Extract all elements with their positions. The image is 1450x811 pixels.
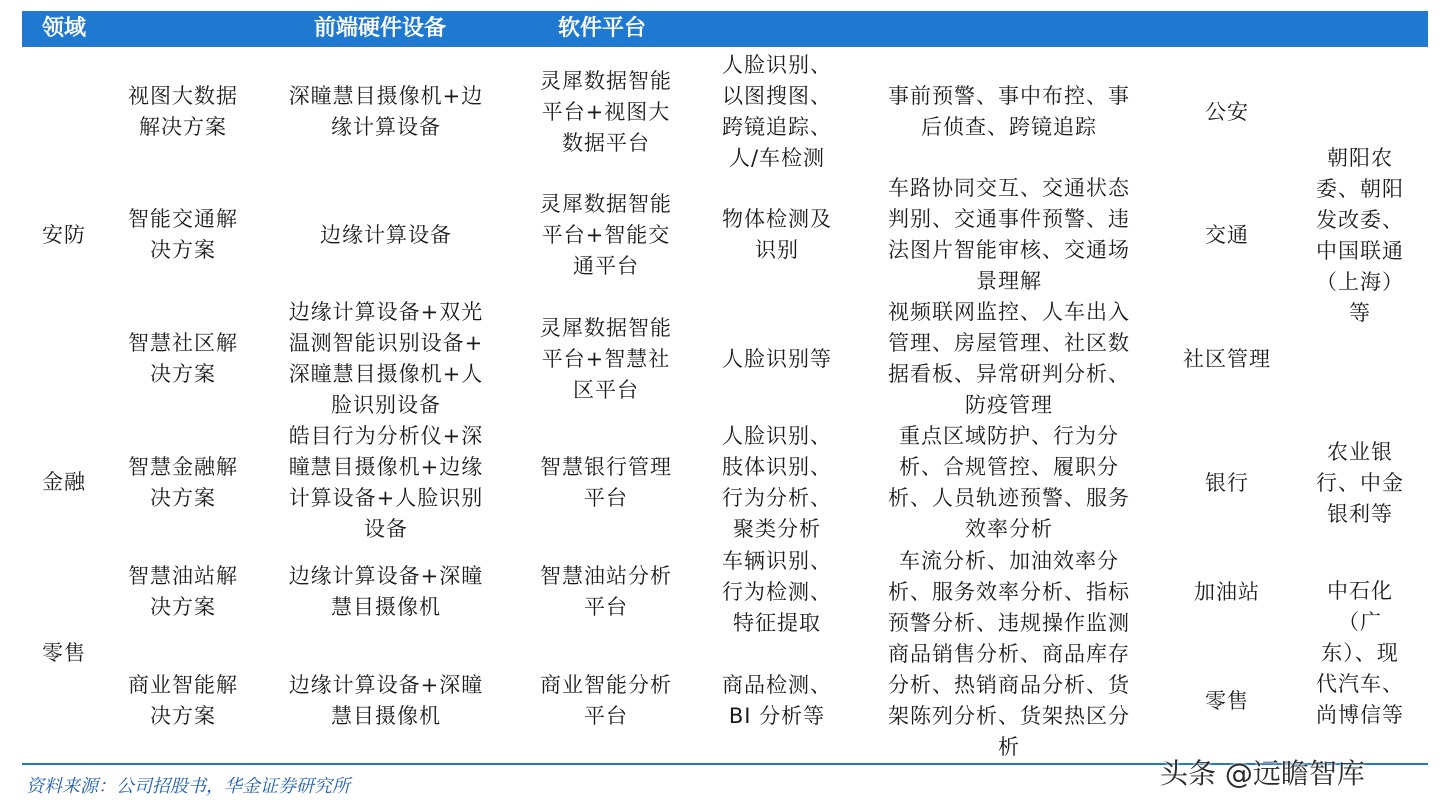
software-cell: 商业智能分析 平台 [540,673,672,728]
hardware-cell: 边缘计算设备+深瞳 慧目摄像机 [288,564,484,619]
function-cell: 人脸识别、 以图搜图、 跨镜追踪、 人/车检测 [722,53,832,170]
industry-cell: 加油站 [1194,579,1260,604]
watermark: 头条 @远瞻智库 [1160,757,1365,790]
function-cell: 人脸识别等 [722,346,832,371]
software-cell: 灵犀数据智能 平台+智能交 通平台 [540,191,672,278]
domain-finance: 金融 [42,469,86,494]
software-cell: 智慧油站分析 平台 [540,564,672,619]
table-header [22,11,1428,47]
source-note: 资料来源：公司招股书，华金证券研究所 [26,776,350,797]
industry-cell: 零售 [1205,688,1249,713]
solution-cell: 智能交通解 决方案 [128,207,238,262]
hardware-cell: 皓目行为分析仪+深 瞳慧目摄像机+边缘 计算设备+人脸识别 设备 [288,424,484,541]
solution-cell: 商业智能解 决方案 [128,673,238,728]
scenario-cell: 重点区域防护、行为分 析、合规管控、履职分 析、人员轨迹预警、服务 效率分析 [888,424,1130,541]
function-cell: 物体检测及 识别 [722,207,832,262]
solution-cell: 智慧社区解 决方案 [128,331,238,386]
industry-cell: 交通 [1205,222,1249,247]
hardware-cell: 边缘计算设备+深瞳 慧目摄像机 [288,673,484,728]
software-cell: 灵犀数据智能 平台+智慧社 区平台 [540,315,672,402]
solution-cell: 视图大数据 解决方案 [128,84,238,139]
software-cell: 智慧银行管理 平台 [540,455,672,510]
clients-cell: 朝阳农 委、朝阳 发改委、 中国联通 （上海） 等 [1316,146,1404,325]
industry-cell: 社区管理 [1183,346,1271,371]
header-software: 软件平台 [558,16,647,41]
scenario-cell: 事前预警、事中布控、事 后侦查、跨镜追踪 [888,84,1130,139]
hardware-cell: 深瞳慧目摄像机+边 缘计算设备 [288,84,484,139]
function-cell: 车辆识别、 行为检测、 特征提取 [722,548,832,635]
solution-cell: 智慧油站解 决方案 [128,564,238,619]
industry-cell: 银行 [1205,470,1249,495]
industry-cell: 公安 [1205,99,1249,124]
function-cell: 商品检测、 BI 分析等 [722,673,832,728]
hardware-cell: 边缘计算设备+双光 温测智能识别设备+ 深瞳慧目摄像机+人 脸识别设备 [288,300,484,417]
header-hardware: 前端硬件设备 [314,16,447,41]
scenario-cell: 视频联网监控、人车出入 管理、房屋管理、社区数 据看板、异常研判分析、 防疫管理 [888,300,1130,417]
hardware-cell: 边缘计算设备 [320,222,452,247]
header-domain: 领域 [42,16,87,41]
clients-cell: 中石化 （广 东）、现 代汽车、 尚博信等 [1316,578,1404,727]
domain-security: 安防 [42,222,86,247]
domain-retail: 零售 [42,640,86,665]
scenario-cell: 车流分析、加油效率分 析、服务效率分析、指标 预警分析、违规操作监测 [888,548,1130,635]
scenario-cell: 车路协同交互、交通状态 判别、交通事件预警、违 法图片智能审核、交通场 景理解 [888,176,1130,293]
function-cell: 人脸识别、 肢体识别、 行为分析、 聚类分析 [722,424,832,541]
software-cell: 灵犀数据智能 平台+视图大 数据平台 [540,68,672,155]
clients-cell: 农业银 行、中金 银利等 [1316,439,1404,526]
solution-cell: 智慧金融解 决方案 [128,455,238,510]
scenario-cell: 商品销售分析、商品库存 分析、热销商品分析、货 架陈列分析、货架热区分 析 [888,642,1130,759]
